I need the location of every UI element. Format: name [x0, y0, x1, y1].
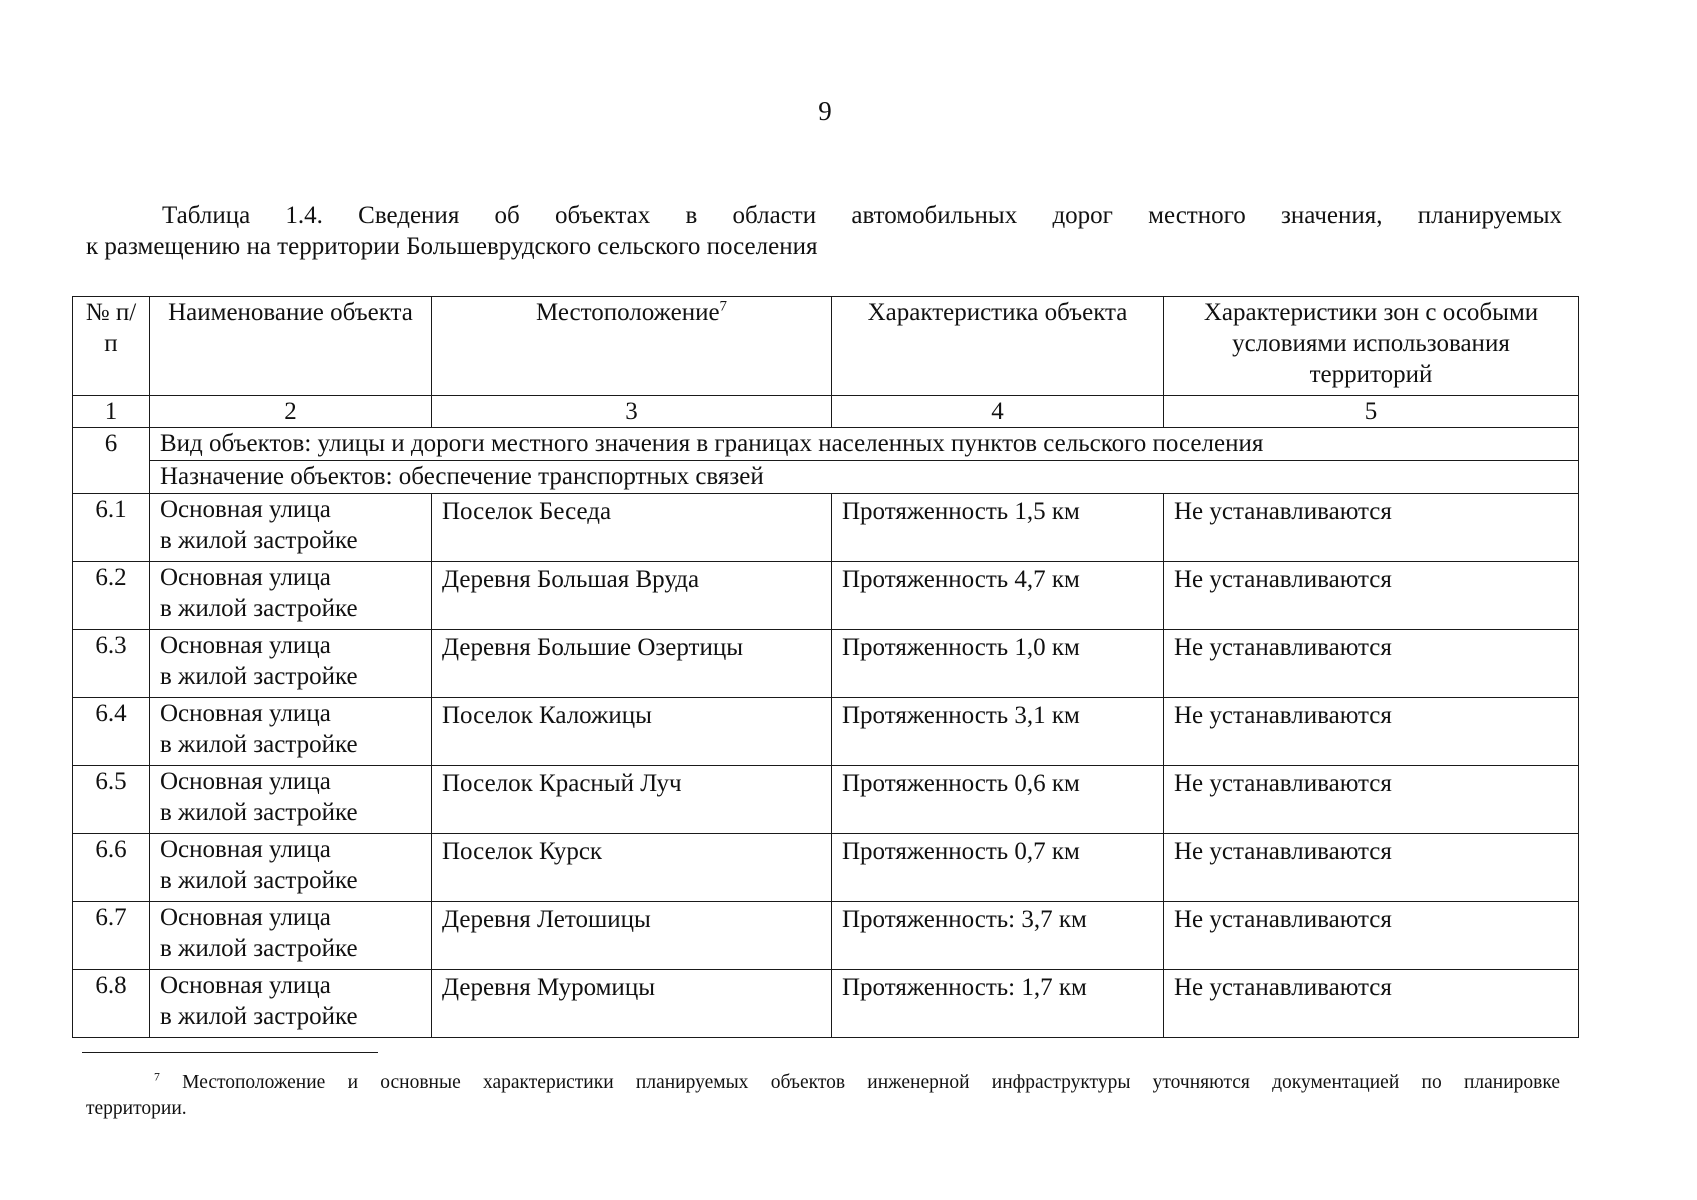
- row-num: 6.7: [73, 902, 150, 970]
- table-row: [73, 494, 1579, 562]
- table-header-row: [73, 297, 1579, 396]
- header-location: [432, 297, 832, 396]
- row-num: 6.5: [73, 766, 150, 834]
- row-characteristic: Протяженность 1,5 км: [832, 494, 1164, 562]
- footnote-line-1: [86, 1070, 1560, 1096]
- table-row: [73, 698, 1579, 766]
- column-number: 2: [150, 396, 432, 428]
- row-name: [150, 630, 432, 698]
- footnote: [86, 1070, 1560, 1122]
- row-location: Поселок Каложицы: [432, 698, 832, 766]
- row-name-line-1: Основная улица: [160, 836, 331, 863]
- group-purpose-row: [73, 461, 1579, 494]
- row-name-line-1: Основная улица: [160, 904, 331, 931]
- row-location: Деревня Летошицы: [432, 902, 832, 970]
- footnote-rule: [82, 1052, 378, 1053]
- row-characteristic: Протяженность 0,6 км: [832, 766, 1164, 834]
- group-num: 6: [73, 428, 150, 494]
- row-num: 6.2: [73, 562, 150, 630]
- row-location: Деревня Муромицы: [432, 970, 832, 1038]
- row-zones: Не устанавливаются: [1164, 630, 1579, 698]
- row-name: [150, 494, 432, 562]
- table-caption: [86, 200, 1562, 262]
- row-name-line-2: в жилой застройке: [160, 935, 358, 962]
- row-name-line-1: Основная улица: [160, 768, 331, 795]
- page-number: 9: [818, 96, 832, 126]
- table-row: [73, 562, 1579, 630]
- row-characteristic: Протяженность 4,7 км: [832, 562, 1164, 630]
- row-location: Деревня Большие Озертицы: [432, 630, 832, 698]
- table-row: [73, 766, 1579, 834]
- row-name-line-2: в жилой застройке: [160, 867, 358, 894]
- row-zones: Не устанавливаются: [1164, 562, 1579, 630]
- row-name-line-2: в жилой застройке: [160, 731, 358, 758]
- row-location: Поселок Красный Луч: [432, 766, 832, 834]
- header-name: Наименование объекта: [150, 297, 432, 396]
- row-zones: Не устанавливаются: [1164, 834, 1579, 902]
- column-number: 4: [832, 396, 1164, 428]
- row-characteristic: Протяженность 1,0 км: [832, 630, 1164, 698]
- row-zones: Не устанавливаются: [1164, 698, 1579, 766]
- row-location: Деревня Большая Вруда: [432, 562, 832, 630]
- header-characteristic: Характеристика объекта: [832, 297, 1164, 396]
- row-name: [150, 834, 432, 902]
- row-location: Поселок Курск: [432, 834, 832, 902]
- row-name-line-2: в жилой застройке: [160, 595, 358, 622]
- row-num: 6.4: [73, 698, 150, 766]
- row-num: 6.1: [73, 494, 150, 562]
- footnote-ref: 7: [719, 298, 728, 315]
- row-location: Поселок Беседа: [432, 494, 832, 562]
- row-name: [150, 766, 432, 834]
- column-number-row: [73, 396, 1579, 428]
- header-zones: Характеристики зон с особыми условиями использования территорий: [1164, 297, 1579, 396]
- table-row: [73, 970, 1579, 1038]
- row-num: 6.3: [73, 630, 150, 698]
- table-row: [73, 902, 1579, 970]
- row-name: [150, 902, 432, 970]
- group-purpose-text: Назначение объектов: обеспечение транспортных связей: [150, 461, 1579, 494]
- row-characteristic: Протяженность 3,1 км: [832, 698, 1164, 766]
- row-name: [150, 562, 432, 630]
- objects-table: [72, 296, 1579, 1038]
- row-zones: Не устанавливаются: [1164, 766, 1579, 834]
- table-row: [73, 630, 1579, 698]
- column-number: 3: [432, 396, 832, 428]
- row-name: [150, 698, 432, 766]
- row-name-line-2: в жилой застройке: [160, 1003, 358, 1030]
- row-num: 6.8: [73, 970, 150, 1038]
- row-characteristic: Протяженность: 1,7 км: [832, 970, 1164, 1038]
- row-characteristic: Протяженность: 3,7 км: [832, 902, 1164, 970]
- row-name: [150, 970, 432, 1038]
- row-name-line-2: в жилой застройке: [160, 663, 358, 690]
- header-location-text: Местоположение: [535, 299, 720, 326]
- row-name-line-1: Основная улица: [160, 564, 331, 591]
- group-type-row: [73, 428, 1579, 461]
- row-name-line-1: Основная улица: [160, 496, 331, 523]
- row-zones: Не устанавливаются: [1164, 902, 1579, 970]
- group-type-text: Вид объектов: улицы и дороги местного значения в границах населенных пунктов сельского поселения: [150, 428, 1579, 461]
- caption-line-2: к размещению на территории Большеврудского сельского поселения: [86, 233, 818, 260]
- header-num: № п/п: [73, 297, 150, 396]
- row-name-line-1: Основная улица: [160, 632, 331, 659]
- row-characteristic: Протяженность 0,7 км: [832, 834, 1164, 902]
- table-row: [73, 834, 1579, 902]
- row-zones: Не устанавливаются: [1164, 970, 1579, 1038]
- row-name-line-1: Основная улица: [160, 700, 331, 727]
- footnote-line-1-text: Местоположение и основные характеристики планируемых объектов инженерной инфраструктуры уточняются документацией по планировке: [182, 1072, 1561, 1093]
- caption-line-1: Таблица 1.4. Сведения об объектах в области автомобильных дорог местного значения, планируемых: [162, 202, 1562, 229]
- column-number: 5: [1164, 396, 1579, 428]
- footnote-marker: 7: [154, 1070, 160, 1084]
- row-name-line-2: в жилой застройке: [160, 799, 358, 826]
- footnote-line-2: территории.: [86, 1098, 187, 1119]
- row-name-line-2: в жилой застройке: [160, 527, 358, 554]
- column-number: 1: [73, 396, 150, 428]
- row-zones: Не устанавливаются: [1164, 494, 1579, 562]
- row-name-line-1: Основная улица: [160, 972, 331, 999]
- row-num: 6.6: [73, 834, 150, 902]
